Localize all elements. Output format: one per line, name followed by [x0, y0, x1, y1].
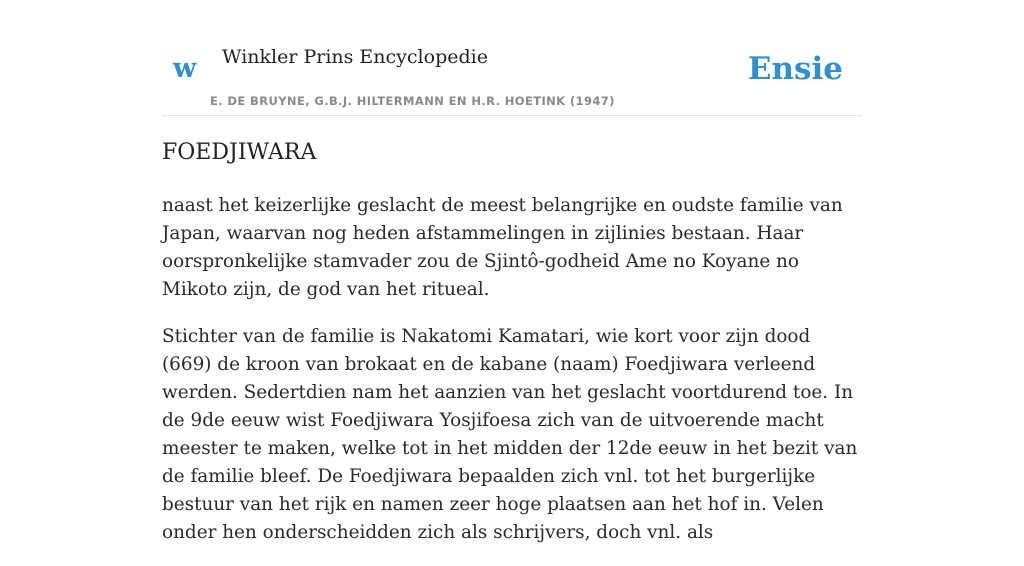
ensie-logo[interactable]: Ensie: [747, 51, 843, 87]
winkler-prins-logo[interactable]: w: [173, 53, 197, 84]
publication-authors: E. DE BRUYNE, G.B.J. HILTERMANN EN H.R. HOETINK (1947): [210, 94, 615, 108]
article-body: [162, 192, 862, 566]
header: [162, 40, 862, 116]
publication-title[interactable]: Winkler Prins Encyclopedie: [222, 46, 488, 68]
article-paragraph: Stichter van de familie is Nakatomi Kamatari, wie kort voor zijn dood (669) de kroon van brokaat en de kabane (naam) Foedjiwara verleend werden. Sedertdien nam het aanzien van het geslacht voortdurend toe. In de 9de eeuw wist Foedjiwara Yosjifoesa zich van de uitvoerende macht meester te maken, welke tot in het midden der 12de eeuw in het bezit van de familie bleef. De Foedjiwara bepaalden zich vnl. tot het burgerlijke bestuur van het rijk en namen zeer hoge plaatsen aan het hof in. Velen onder hen onderscheidden zich als schrijvers, doch vnl. als: [162, 326, 858, 543]
article-paragraph: naast het keizerlijke geslacht de meest belangrijke en oudste familie van Japan, waarvan nog heden afstammelingen in zijlinies bestaan. Haar oorspronkelijke stamvader zou de Sjintô-godheid Ame no Koyane no Mikoto zijn, de god van het ritueal.: [162, 195, 843, 300]
article-title: FOEDJIWARA: [162, 140, 317, 165]
